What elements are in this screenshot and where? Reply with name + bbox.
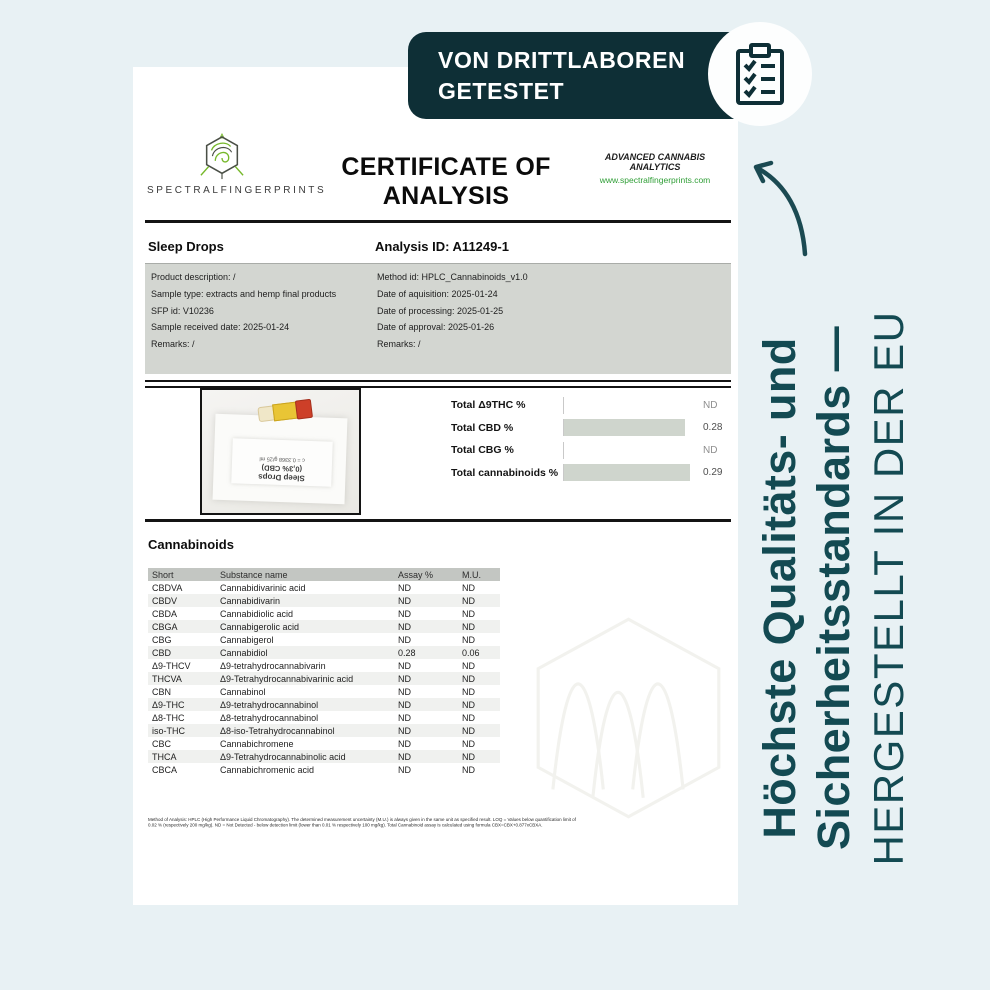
table-cell: ND [462,673,475,684]
table-row [148,685,500,698]
curved-arrow-icon [743,148,823,263]
table-cell: ND [398,582,411,593]
table-cell: ND [462,751,475,762]
product-photo [200,388,361,515]
clipboard-checklist-icon [734,42,786,106]
table-cell: iso-THC [152,725,185,736]
total-bar [564,419,685,436]
brand-name: SPECTRALFINGERPRINTS [147,185,327,196]
table-row [148,724,500,737]
lab-website-link[interactable]: www.spectralfingerprints.com [599,175,711,185]
side-claim-text [753,268,917,908]
section-divider [145,519,731,522]
table-cell: ND [398,608,411,619]
table-cell: CBCA [152,764,178,775]
info-field: Date of aquisition: 2025-01-24 [377,288,498,299]
table-cell: Cannabinol [220,686,266,697]
table-cell: ND [462,738,475,749]
table-cell: Δ8-tetrahydrocannabinol [220,712,319,723]
info-field: Method id: HPLC_Cannabinoids_v1.0 [377,272,528,282]
certificate-title: CERTIFICATE OF ANALYSIS [341,153,551,210]
table-cell: ND [462,582,475,593]
table-cell: Cannabigerol [220,634,274,645]
hexagon-fingerprint-icon [199,133,245,183]
info-field: Product description: / [151,272,236,282]
table-cell: ND [398,634,411,645]
total-row [451,439,737,462]
table-cell: CBGA [152,621,178,632]
table-cell: 0.06 [462,647,480,658]
table-cell: Cannabidiolic acid [220,608,294,619]
photo-label-title: Sleep Drops [257,472,305,483]
table-column-header: Assay % [398,569,434,580]
table-row [148,646,500,659]
table-cell: ND [398,686,411,697]
table-cell: THCA [152,751,177,762]
table-cell: CBDVA [152,582,183,593]
table-row [148,659,500,672]
table-cell: ND [398,621,411,632]
analysis-id: Analysis ID: A11249-1 [375,239,509,254]
table-cell: ND [398,764,411,775]
table-cell: ND [398,712,411,723]
table-row [148,698,500,711]
table-cell: ND [398,738,411,749]
hexagon-watermark-icon [521,613,736,823]
table-row [148,737,500,750]
total-value: ND [703,399,718,411]
header-divider [145,220,731,223]
lab-tagline: ADVANCED CANNABIS ANALYTICS [604,152,706,172]
table-cell: Δ9-tetrahydrocannabinol [220,699,319,710]
table-cell: Cannabichromene [220,738,294,749]
table-cell: Δ9-THCV [152,660,191,671]
sample-info-right [377,269,707,353]
info-field: Date of processing: 2025-01-25 [377,305,504,316]
table-cell: CBDA [152,608,178,619]
table-cell: ND [462,699,475,710]
table-row [148,711,500,724]
info-field: Sample type: extracts and hemp final products [151,288,337,299]
total-label: Total CBD % [451,421,514,434]
table-row [148,620,500,633]
cannabinoids-title: Cannabinoids [148,537,234,552]
table-cell: Δ8-iso-Tetrahydrocannabinol [220,725,335,736]
info-field: Date of approval: 2025-01-26 [377,322,495,333]
table-column-header: M.U. [462,569,481,580]
lab-info [580,152,730,185]
table-cell: ND [398,725,411,736]
table-cell: ND [398,595,411,606]
total-value: ND [703,444,718,456]
table-cell: ND [462,712,475,723]
total-bar-area [563,464,694,481]
table-cell: CBDV [152,595,178,606]
info-field: Remarks: / [377,339,421,350]
side-claim-bold-1: Höchste Qualitäts- und [754,337,805,839]
table-cell: ND [398,673,411,684]
table-cell: ND [462,686,475,697]
badge-circle [708,22,812,126]
table-row [148,607,500,620]
photo-label [231,438,333,486]
total-bar-area [563,397,694,414]
total-value: 0.29 [703,467,723,479]
table-cell: ND [398,699,411,710]
table-cell: ND [462,764,475,775]
info-field: Remarks: / [151,339,195,350]
sample-info-panel [145,263,731,374]
table-cell: CBG [152,634,172,645]
table-cell: Cannabigerolic acid [220,621,300,632]
table-cell: CBD [152,647,172,658]
table-cell: ND [462,725,475,736]
table-column-header: Short [152,569,174,580]
product-name: Sleep Drops [148,239,224,254]
table-cell: Δ8-THC [152,712,185,723]
photo-label-small: c = 0.3368 g/25 ml [259,455,305,463]
footnote-area [148,817,578,857]
total-row [451,462,737,485]
table-row [148,594,500,607]
total-bar-area [563,442,694,459]
table-row [148,633,500,646]
table-cell: 0.28 [398,647,416,658]
table-cell: Δ9-Tetrahydrocannabivarinic acid [220,673,354,684]
sample-info-left [151,269,373,353]
table-column-header: Substance name [220,569,288,580]
table-cell: ND [462,660,475,671]
table-cell: Cannabichromenic acid [220,764,315,775]
table-cell: ND [462,608,475,619]
photo-label-sub: (0,3% CBD) [261,463,303,474]
badge-line2: GETESTET [438,78,565,104]
table-row [148,763,500,776]
side-claim-bold-2: Sicherheitsstandards — [808,326,859,850]
method-footnote: Method of Analysis: HPLC (High Performance Liquid Chromatography). The determined measurement uncertainty (M.U.) is always given in the same unit as specified result. LOQ = Values below quantification limit of 0.02 % (respectively 200 mg/kg). ND = Not Detected - below detection limit (lower than 0.01 % respectively 100 mg/kg). Total Cannabinoid assay is calculated using formula CBX=CBX+0.877xCBXA. [148,817,576,828]
table-cell: CBC [152,738,172,749]
total-row [451,417,737,440]
total-bar [564,464,690,481]
cannabinoids-table [148,568,500,776]
badge-line1: VON DRITTLABOREN [438,47,686,73]
info-field: Sample received date: 2025-01-24 [151,322,290,333]
brand-logo [147,133,327,196]
table-cell: Cannabidivarin [220,595,281,606]
table-cell: ND [398,660,411,671]
total-label: Total Δ9THC % [451,399,526,412]
table-cell: ND [462,621,475,632]
table-cell: Δ9-tetrahydrocannabivarin [220,660,326,671]
total-row [451,394,737,417]
table-row [148,672,500,685]
table-row [148,750,500,763]
total-value: 0.28 [703,422,723,434]
table-cell: CBN [152,686,172,697]
certificate-document [133,67,738,905]
total-label: Total CBG % [451,444,514,457]
table-cell: ND [462,634,475,645]
info-field: SFP id: V10236 [151,305,214,316]
table-cell: Δ9-THC [152,699,185,710]
totals-rows [451,394,737,484]
table-cell: THCVA [152,673,182,684]
table-row [148,581,500,594]
table-cell: ND [462,595,475,606]
total-bar-area [563,419,694,436]
total-label: Total cannabinoids % [451,466,559,479]
section-divider [145,380,731,388]
table-header-row [148,568,500,581]
table-cell: ND [398,751,411,762]
table-cell: Δ9-Tetrahydrocannabinolic acid [220,751,346,762]
table-cell: Cannabidiol [220,647,268,658]
side-claim-light: HERGESTELLT IN DER EU [865,310,912,866]
table-cell: Cannabidivarinic acid [220,582,306,593]
